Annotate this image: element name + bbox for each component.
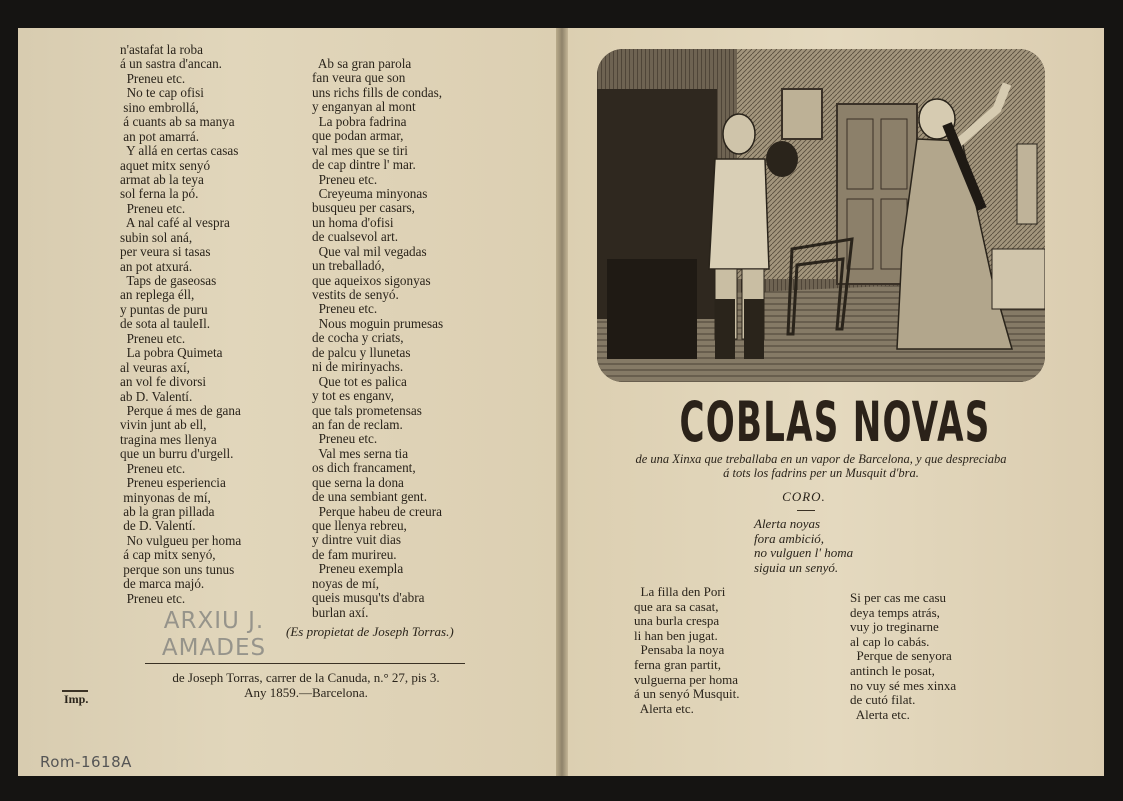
verse-line: que ara sa casat, <box>634 598 719 614</box>
page-title: COBLAS NOVAS <box>679 390 991 454</box>
verse-line: Alerta etc. <box>850 706 910 722</box>
verse-line: Perque de senyora <box>850 648 952 664</box>
verse-line: fan veura que son <box>312 70 406 86</box>
coro-label: CORO. <box>782 489 826 504</box>
verse-line: ni de mirinyachs. <box>312 359 404 375</box>
verse-line: de fam murireu. <box>312 546 397 562</box>
verse-line: y dintre vuit dias <box>312 532 402 548</box>
verse-line: Preneu etc. <box>120 330 186 346</box>
verse-line: Taps de gaseosas <box>120 273 217 288</box>
verse-line: Preneu esperiencia <box>120 475 226 491</box>
verse-line: ab la gran pillada <box>120 504 215 519</box>
verse-line: Val mes serna tia <box>312 445 409 461</box>
verse-line: de cap dintre l' mar. <box>312 157 416 173</box>
verse-line: que aqueixos sigonyas <box>312 272 431 288</box>
verse-line: al veuras axí, <box>120 359 190 375</box>
verse-line: per veura si tasas <box>120 244 211 260</box>
imprint <box>120 670 492 700</box>
verse-line: n'astafat la roba <box>120 42 203 57</box>
chorus-line: no vulguen l' homa <box>754 545 854 560</box>
verse-line: no vuy sé mes xinxa <box>850 677 957 693</box>
imprint-line-1: de Joseph Torras, carrer de la Canuda, n.° 27, pis 3. <box>172 670 440 685</box>
verse-line: sino embrollá, <box>120 99 199 115</box>
verse-line: Preneu etc. <box>312 171 378 187</box>
verse-line: á un sastra d'ancan. <box>120 56 222 72</box>
imp-label: Imp. <box>64 692 89 706</box>
verse-right-2 <box>850 591 956 722</box>
verse-line: un homa d'ofisi <box>312 214 394 230</box>
verse-line: Ab sa gran parola <box>312 56 412 71</box>
verse-line: deya temps atrás, <box>850 604 940 620</box>
verse-line: armat ab la teya <box>120 171 204 187</box>
verse-line: minyonas de mí, <box>120 489 211 505</box>
catalog-number: Rom-1618A <box>40 753 132 771</box>
verse-line: an replega éll, <box>120 287 195 303</box>
verse-line: á cuants ab sa manya <box>120 114 235 130</box>
verse-column-2 <box>312 57 443 620</box>
verse-line: á un senyó Musquit. <box>634 686 740 702</box>
verse-line: de sota al tauleIl. <box>120 316 211 332</box>
verse-line: de marca majó. <box>120 576 205 592</box>
verse-line: li han ben jugat. <box>634 627 718 643</box>
verse-line: vulguerna per homa <box>634 671 738 687</box>
verse-line: Pensaba la noya <box>634 642 725 658</box>
verse-line: subin sol aná, <box>120 229 193 245</box>
verse-line: Perque habeu de creura <box>312 503 442 519</box>
verse-line: de cutó filat. <box>850 692 916 708</box>
chorus-line: siguia un senyó. <box>754 559 839 575</box>
verse-line: vuy jo treginarne <box>850 619 939 635</box>
chorus-line: fora ambició, <box>754 530 825 546</box>
subtitle <box>595 452 1047 480</box>
verse-line: y tot es enganv, <box>312 388 394 404</box>
stamp-line-1: ARXIU J. <box>163 608 265 634</box>
chorus-line: Alerta noyas <box>754 516 821 531</box>
subtitle-line-1: de una Xinxa que treballaba en un vapor de Barcelona, y que despreciaba <box>635 452 1007 466</box>
verse-line: y puntas de puru <box>120 301 208 317</box>
verse-column-1 <box>120 43 241 606</box>
verse-line: an vol fe divorsi <box>120 374 207 390</box>
verse-line: val mes que se tiri <box>312 142 408 158</box>
verse-line: de palcu y llunetas <box>312 344 411 360</box>
verse-line: Preneu etc. <box>312 301 378 317</box>
verse-line: Preneu etc. <box>312 431 378 447</box>
divider-rule <box>145 663 465 664</box>
illustration-scene <box>597 49 1045 382</box>
verse-line: aquet mitx senyó <box>120 157 211 173</box>
verse-line: Perque á mes de gana <box>120 402 241 418</box>
verse-line: Que tot es palica <box>312 373 407 389</box>
chorus <box>754 517 853 575</box>
verse-line: burlan axí. <box>312 604 369 620</box>
verse-line: de D. Valentí. <box>120 518 196 534</box>
verse-line: Alerta etc. <box>634 700 694 716</box>
verse-line: Preneu etc. <box>120 460 186 476</box>
verse-line: Preneu exempla <box>312 561 404 577</box>
verse-line: os dich francament, <box>312 460 416 476</box>
verse-line: vestits de senyó. <box>312 287 399 302</box>
verse-line: queis musqu'ts d'abra <box>312 590 425 606</box>
verse-line: á cap mitx senyó, <box>120 547 216 563</box>
verse-line: No te cap ofisi <box>120 85 204 101</box>
verse-line: No vulgueu per homa <box>120 532 242 548</box>
verse-line: Preneu etc. <box>120 200 186 216</box>
verse-line: tragina mes llenya <box>120 431 217 447</box>
verse-line: antinch le posat, <box>850 662 935 678</box>
verse-line: que podan armar, <box>312 128 404 144</box>
copyright-note: (Es propietat de Joseph Torras.) <box>286 624 454 639</box>
verse-line: que tals prometensas <box>312 402 422 418</box>
verse-line: Si per cas me casu <box>850 590 947 605</box>
verse-line: Nous moguin prumesas <box>312 315 444 331</box>
verse-line: que un burru d'urgell. <box>120 446 234 462</box>
verse-line: La pobra fadrina <box>312 113 407 129</box>
verse-line: an fan de reclam. <box>312 416 403 432</box>
verse-line: al cap lo cabás. <box>850 633 930 649</box>
verse-line: an pot amarrá. <box>120 128 200 144</box>
verse-line: una burla crespa <box>634 613 720 629</box>
verse-line: an pot atxurá. <box>120 258 193 274</box>
verse-right-1 <box>634 585 739 716</box>
verse-line: Preneu etc. <box>120 590 186 606</box>
woodcut-illustration <box>597 49 1045 382</box>
verse-line: ferna gran partit, <box>634 656 721 672</box>
verse-line: noyas de mí, <box>312 575 380 591</box>
verse-line: Que val mil vegadas <box>312 243 427 259</box>
page-fold <box>556 28 568 776</box>
verse-line: de cocha y criats, <box>312 330 404 346</box>
verse-line: vivin junt ab ell, <box>120 417 207 433</box>
verse-line: de una sembiant gent. <box>312 489 427 505</box>
verse-line: La filla den Pori <box>634 584 726 599</box>
verse-line: uns richs fills de condas, <box>312 84 443 100</box>
verse-line: ab D. Valentí. <box>120 388 193 404</box>
verse-line: Creyeuma minyonas <box>312 185 428 201</box>
imprint-line-2: Any 1859.—Barcelona. <box>244 685 368 700</box>
verse-line: Preneu etc. <box>120 70 186 86</box>
verse-line: que serna la dona <box>312 474 404 490</box>
verse-line: Y allá en certas casas <box>120 143 239 159</box>
verse-line: busqueu per casars, <box>312 200 415 216</box>
verse-line: que llenya rebreu, <box>312 518 407 533</box>
verse-line: de cualsevol art. <box>312 229 399 245</box>
subtitle-line-2: á tots los fadrins per un Musquit d'bra. <box>723 466 919 480</box>
verse-line: un treballadó, <box>312 258 385 274</box>
verse-line: La pobra Quimeta <box>120 345 223 361</box>
coro-rule <box>797 510 815 511</box>
stamp-line-2: AMADES <box>161 635 267 661</box>
verse-line: perque son uns tunus <box>120 561 235 577</box>
verse-line: y enganyan al mont <box>312 99 416 115</box>
archive-stamp <box>160 608 268 664</box>
verse-line: A nal café al vespra <box>120 215 230 231</box>
verse-line: sol ferna la pó. <box>120 186 199 202</box>
